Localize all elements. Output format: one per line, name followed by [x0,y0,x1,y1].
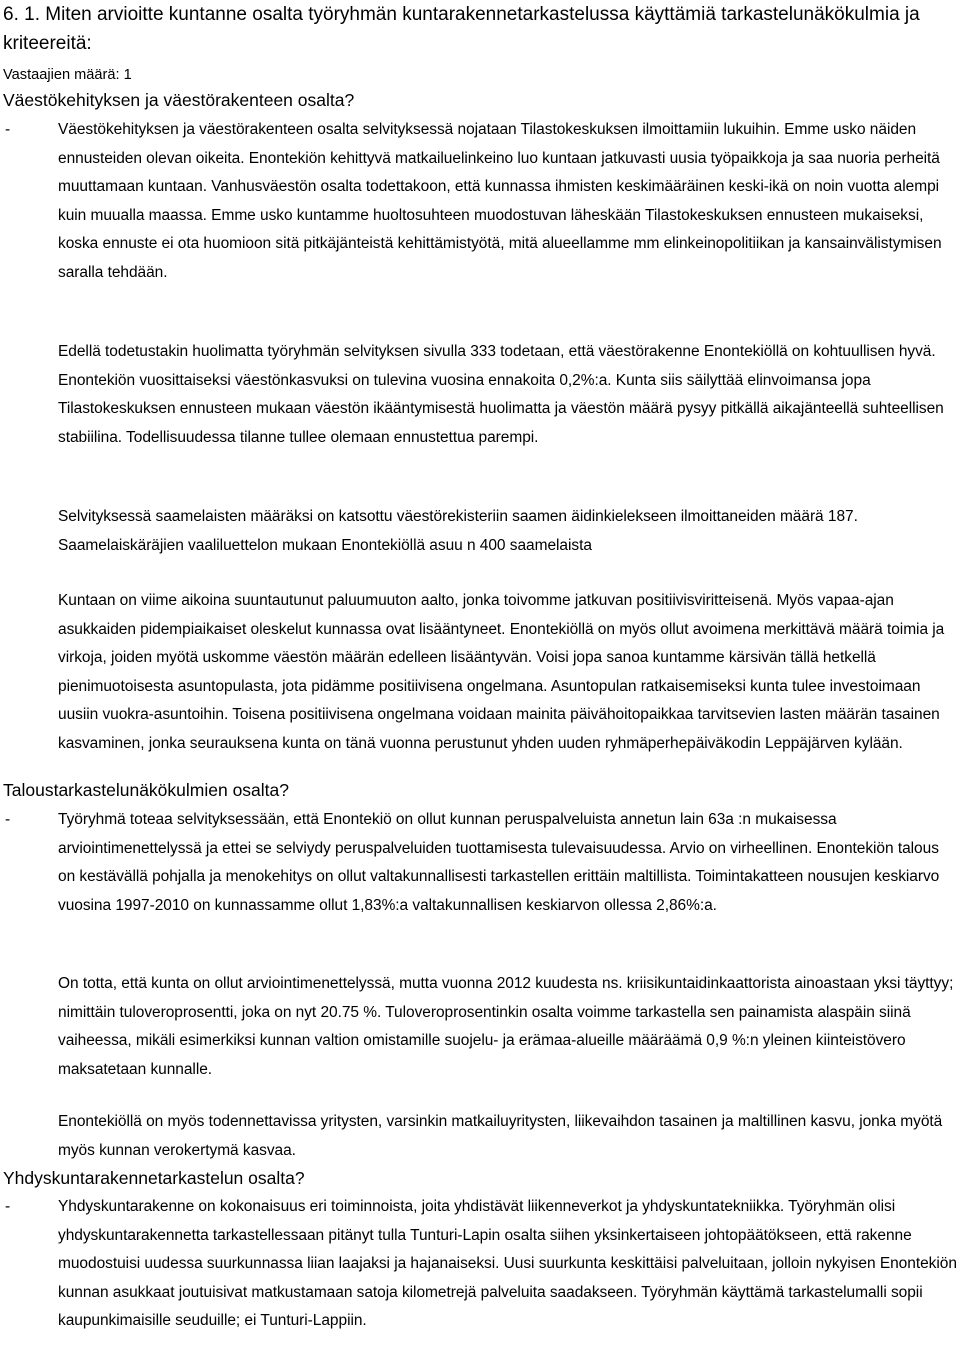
paragraph: Yhdyskuntarakenne on kokonaisuus eri toiminnoista, joita yhdistävät liikenneverkot ja yhdyskuntatekniikka. Työryhmän olisi yhdyskuntarakennetta tarkastellessaan pitänyt tulla Tunturi-Lapin osalta siihen yksinkertaiseen johtopäätökseen, että rakenne muodostuisi uudessa suurkunnassa liian laajaksi ja hajanaiseksi. Uusi suurkunta keskittäisi palveluitaan, jolloin nykyisen Enontekiön kunnan asukkaat joutuisivat matkustamaan satoja kilometrejä palveluita saadakseen. Työryhmän käyttämä tarkastelumalli sopii kaupunkimaisille seuduille; ei Tunturi-Lappiin. [58,1198,957,1329]
paragraph: Kuntaan on viime aikoina suuntautunut paluumuuton aalto, jonka toivomme jatkuvan positiivisviritteisenä. Myös vapaa-ajan asukkaiden pidempiaikaiset oleskelut kunnassa ovat lisääntyneet. Enontekiöllä on myös ollut avoimena merkittävä määrä toimia ja virkoja, joiden myötä uskomme väestön määrän edelleen lisääntyvän. Voisi jopa sanoa kuntamme kärsivän tällä hetkellä pienimuotoisesta asuntopulasta, jota pidämme positiivisena ongelmana. Asuntopulan ratkaisemiseksi kunta tulee investoimaan uusiin vuokra-asuntoihin. Toisena positiivisena ongelmana voidaan mainita päivähoitopaikkaa tarvitsevien lasten määrän tasainen kasvaminen, jonka seurauksena kunta on tänä vuonna perustunut yhden uuden ryhmäperhepäiväkodin Leppäjärven kylään. [58,592,945,752]
list-dash: - [5,811,11,828]
paragraph: Enontekiöllä on myös todennettavissa yritysten, varsinkin matkailuyritysten, liikevaihdon tasainen ja maltillinen kasvu, jonka myötä myös kunnan verokertymä kasvaa. [58,1113,943,1159]
question-title: 6. 1. Miten arvioitte kuntanne osalta työryhmän kuntarakennetarkastelussa käyttämiä tarkastelunäkökulmia ja kriteereitä: [3,4,920,54]
paragraph: Väestökehityksen ja väestörakenteen osalta selvityksessä nojataan Tilastokeskuksen ilmoittamiin lukuihin. Emme usko näiden ennusteiden olevan oikeita. Enontekiön kehittyvä matkailuelinkeino luo kuntaan jatkuvasti uusia työpaikkoja ja saa nuoria perheitä muuttamaan kuntaan. Vanhusväestön osalta todettakoon, että kunnassa ihmisten keskimääräinen keski-ikä on noin vuotta alempi kuin muualla maassa. Emme usko kuntamme huoltosuhteen muodostuvan läheskään Tilastokeskuksen ennusteen mukaiseksi, koska ennuste ei ota huomioon sitä pitkäjänteistä kehittämistyötä, mitä alueellamme mm elinkeinopolitiikan ja kansainvälistymisen saralla tehdään. [58,121,942,281]
section-heading-population: Väestökehityksen ja väestörakenteen osalta? [3,90,355,110]
list-dash: - [5,121,11,138]
paragraph: Selvityksessä saamelaisten määräksi on katsottu väestörekisteriin saamen äidinkielekseen ilmoittaneiden määrä 187. Saamelaiskäräjien vaaliluettelon mukaan Enontekiöllä asuu n 400 saamelaista [58,508,858,554]
paragraph: On totta, että kunta on ollut arviointimenettelyssä, mutta vuonna 2012 kuudesta ns. kriisikuntaidinkaattorista ainoastaan yksi täyttyy; nimittäin tuloveroprosentti, joka on nyt 20.75 %. Tuloveroprosentinkin osalta voimme tarkastella sen painamista alaspäin siinä vaiheessa, mikäli esimerkiksi kunnan valtion omistamille suojelu- ja erämaa-alueille määräämä 0,9 %:n yleinen kiinteistövero maksatetaan kunnalle. [58,975,954,1078]
paragraph: Työryhmä toteaa selvityksessään, että Enontekiö on ollut kunnan peruspalveluista annetun lain 63a :n mukaisessa arviointimenettelyssä ja ettei se selviydy peruspalveluiden tuottamisesta tulevaisuudessa. Arvio on virheellinen. Enontekiön talous on kestävällä pohjalla ja menokehitys on ollut valtakunnallisesti tarkastellen erittäin maltillista. Toimintakatteen nousujen keskiarvo vuosina 1997-2010 on kunnassamme ollut 1,83%:a valtakunnallisen keskiarvon ollessa 2,86%:a. [58,811,940,914]
list-dash: - [5,1198,11,1215]
section-heading-community-structure: Yhdyskuntarakennetarkastelun osalta? [3,1168,305,1188]
section-heading-economy: Taloustarkastelunäkökulmien osalta? [3,780,289,800]
respondent-count: Vastaajien määrä: 1 [3,67,132,83]
paragraph: Edellä todetustakin huolimatta työryhmän selvityksen sivulla 333 todetaan, että väestörakenne Enontekiöllä on kohtuullisen hyvä. Enontekiön vuosittaiseksi väestönkasvuksi on tulevina vuosina ennakoita 0,2%:a. Kunta siis säilyttää elinvoimansa jopa Tilastokeskuksen ennusteen mukaan väestön ikääntymisestä huolimatta ja väestön määrä pysyy pitkällä aikajänteellä suhteellisen stabiilina. Todellisuudessa tilanne tullee olemaan ennustettua parempi. [58,343,944,446]
